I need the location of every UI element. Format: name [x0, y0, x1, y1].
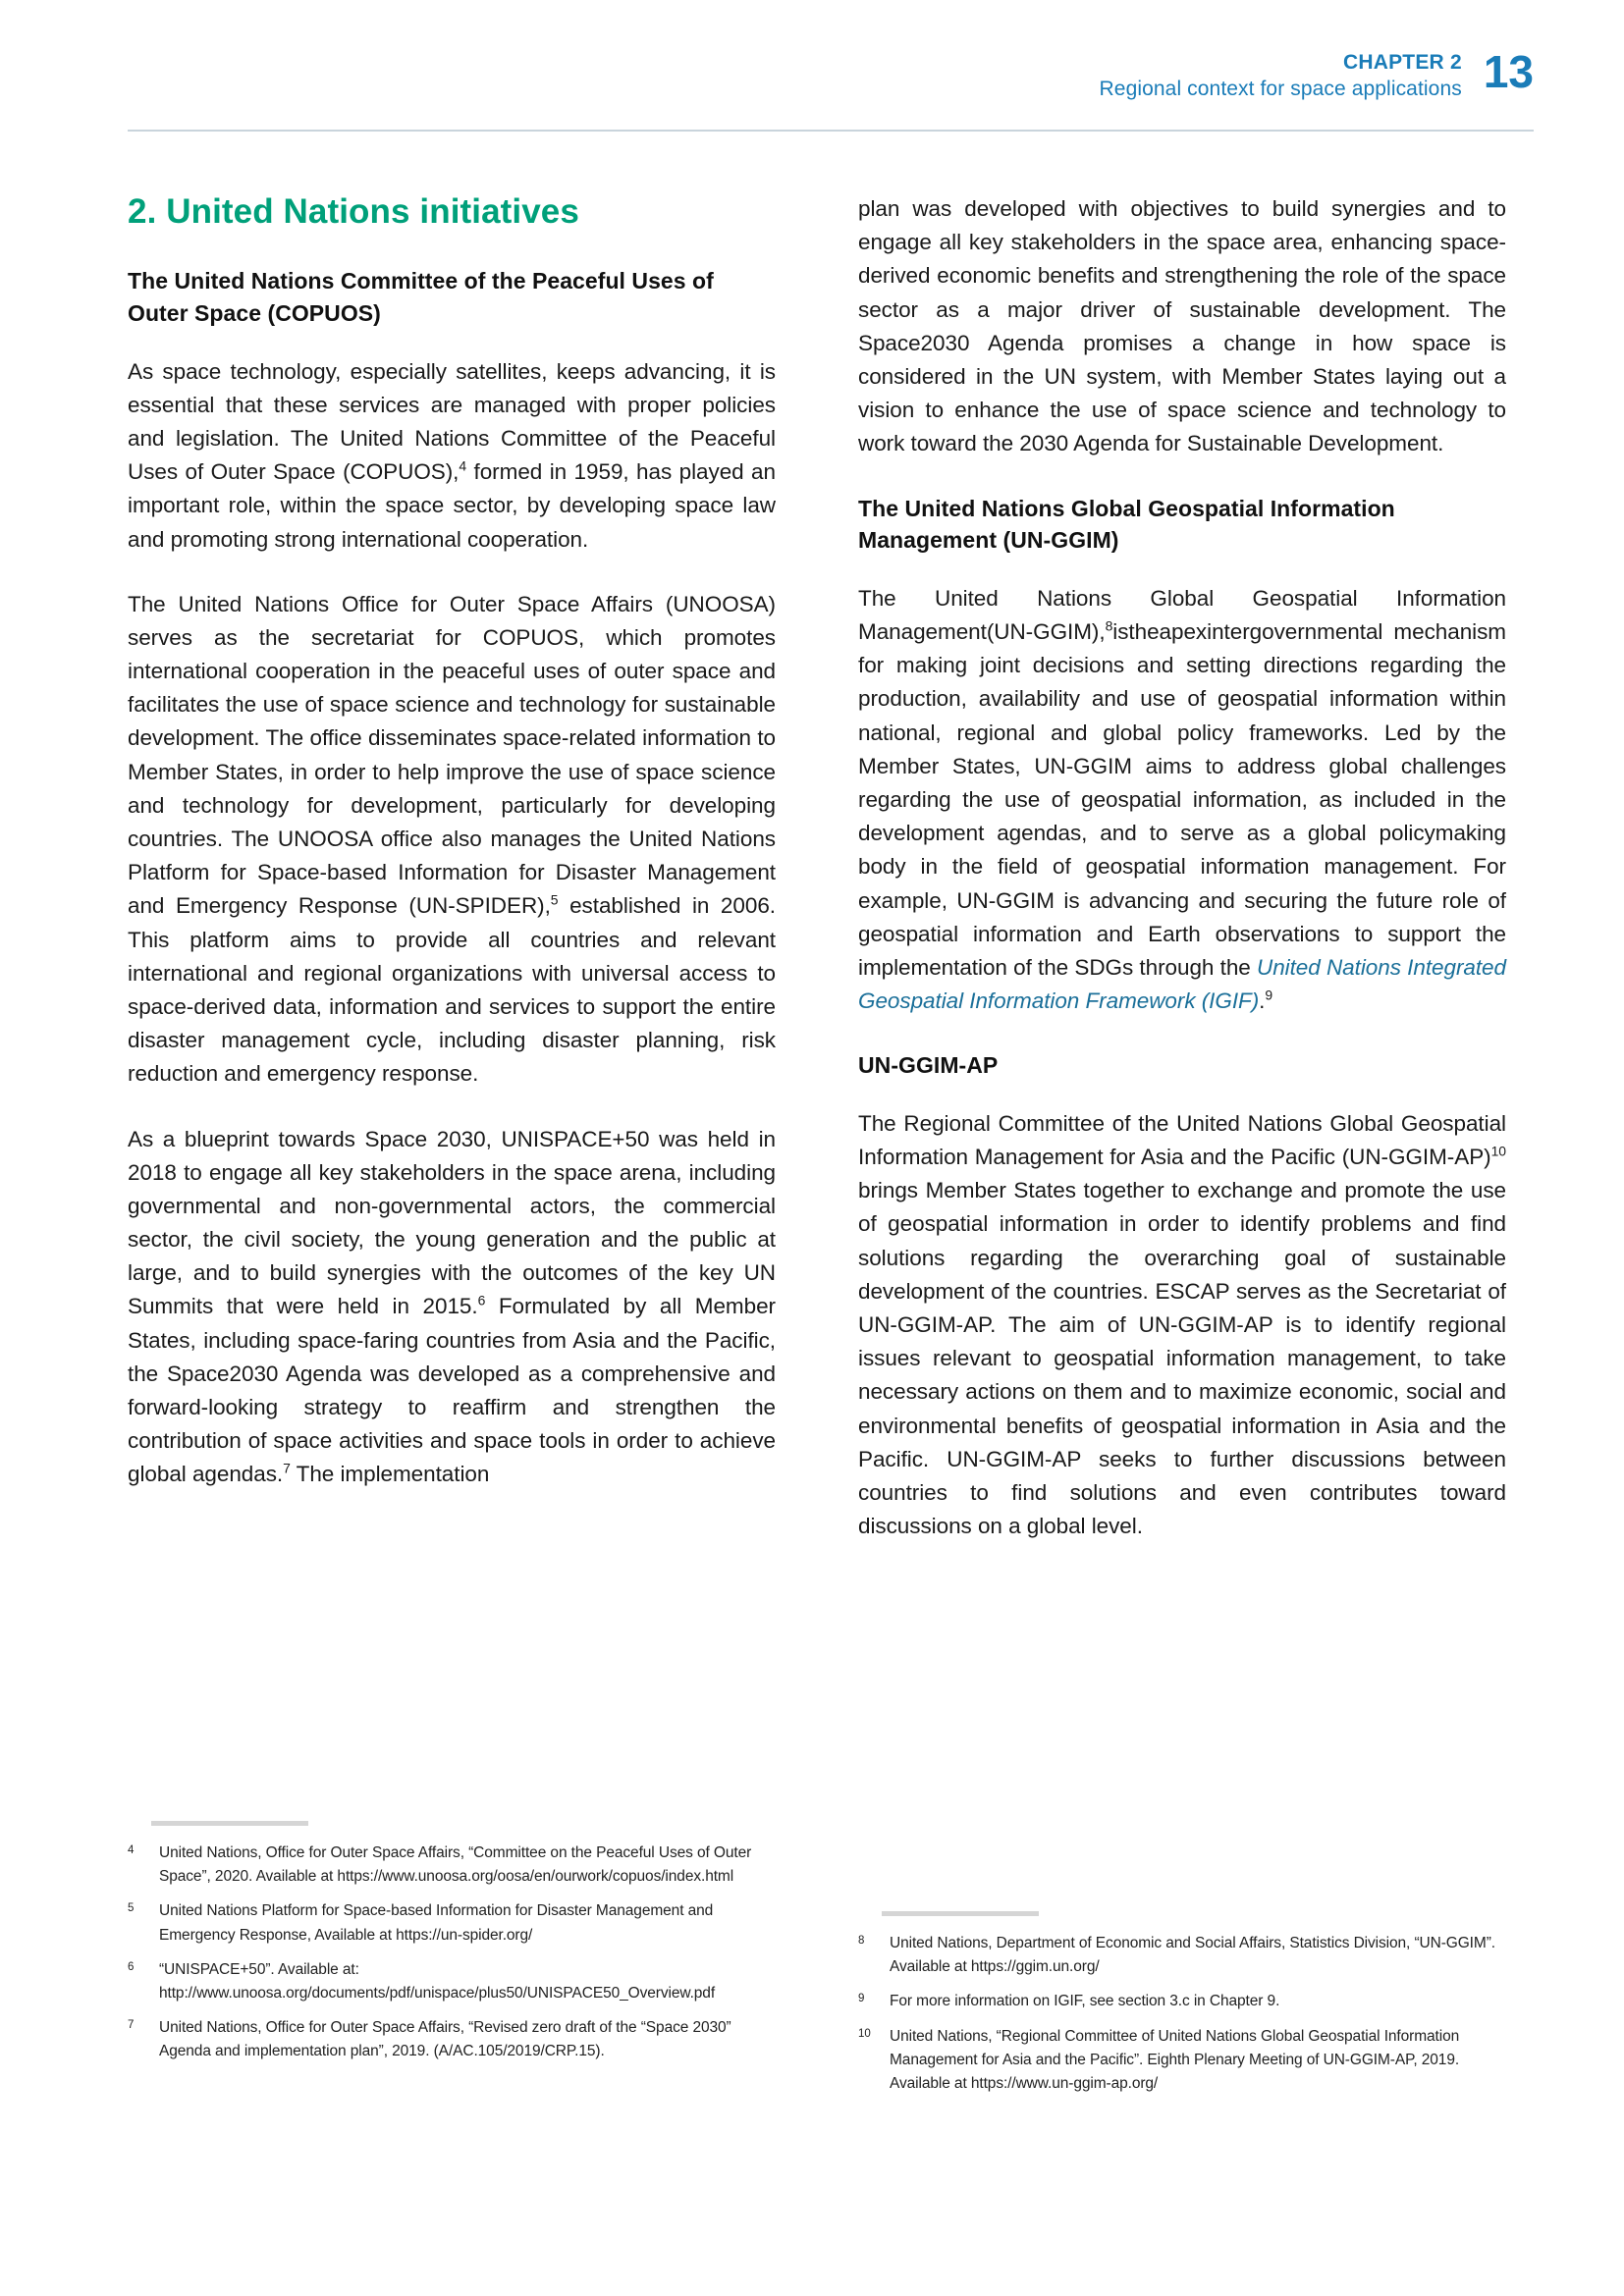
footnote-divider — [882, 1911, 1039, 1916]
footnote-number: 10 — [858, 2027, 871, 2040]
para-text: . — [1259, 988, 1266, 1014]
page-header — [128, 43, 1534, 103]
page-number: 13 — [1483, 46, 1534, 97]
footnote-item — [858, 2025, 1506, 2097]
footnote-item — [128, 1958, 776, 2005]
footnote-text: United Nations Platform for Space-based Information for Disaster Management and Emergency Response, Available at https://un-spider.org/ — [159, 1902, 714, 1944]
two-column-body — [128, 192, 1506, 1543]
para-text: The United Nations Global Geospatial Information Management(UN-GGIM), — [858, 585, 1506, 644]
footnote-ref-8[interactable]: 8 — [1105, 617, 1113, 634]
header-title-block — [1100, 43, 1462, 103]
para-text: established in 2006. This platform aims to provide all countries and relevant international and regional organizations with universal access to space-derived data, information and services to support the entire disaster management cycle, including disaster planning, risk reduction and emergency response. — [128, 893, 776, 1087]
footnote-ref-6[interactable]: 6 — [477, 1292, 486, 1308]
footnote-ref-9[interactable]: 9 — [1265, 987, 1273, 1003]
footnote-text: United Nations, Office for Outer Space Affairs, “Committee on the Peaceful Uses of Outer Space”, 2020. Available at https://www.unoosa.org/oosa/en/ourwork/copuos/index.html — [159, 1844, 752, 1886]
footnote-number: 8 — [858, 1935, 865, 1947]
footnote-ref-10[interactable]: 10 — [1490, 1143, 1506, 1159]
footnote-ref-5[interactable]: 5 — [550, 891, 559, 908]
footnotes-left — [128, 1821, 776, 2074]
section-title: 2. United Nations initiatives — [128, 192, 579, 231]
footnote-text: United Nations, Department of Economic and Social Affairs, Statistics Division, “UN-GGIM”. Available at https://ggim.un.org/ — [890, 1935, 1495, 1976]
footnote-item — [858, 1932, 1506, 1979]
left-column — [128, 192, 776, 1543]
paragraph-space2030-plan: plan was developed with objectives to build synergies and to engage all key stakeholders in the space area, enhancing space-derived economic benefits and strengthening the role of the space sector as a major driver of sustainable development. The Space2030 Agenda promises a change in how space is considered in the UN system, with Member States laying out a vision to enhance the use of space science and technology to work toward the 2030 Agenda for Sustainable Development. — [858, 196, 1506, 456]
igif-framework-title: United Nations Integrated Geospatial Information Framework (IGIF) — [858, 954, 1506, 1014]
paragraph-copuos-intro — [128, 355, 776, 557]
footnote-number: 5 — [128, 1902, 135, 1915]
para-text: The Regional Committee of the United Nations Global Geospatial Information Management for Asia and the Pacific (UN-GGIM-AP) — [858, 1110, 1506, 1170]
para-text: istheapexintergovernmental mechanism for making joint decisions and setting directions regarding the production, availability and use of geospatial information within national, regional and global policy frameworks. Led by the Member States, UN-GGIM aims to address global challenges regarding the use of geospatial information, as included in the development agendas, and to serve as a global policymaking body in the field of geospatial information management. For example, UN-GGIM is advancing and securing the future role of geospatial information and Earth observations to support the implementation of the SDGs through the — [858, 619, 1506, 980]
header-chapter-label: CHAPTER 2 — [1343, 51, 1462, 74]
paragraph-unoosa — [128, 588, 776, 1092]
header-subtitle: Regional context for space applications — [1099, 78, 1462, 101]
footnotes-right — [858, 1911, 1506, 2107]
footnote-text: For more information on IGIF, see section 3.c in Chapter 9. — [890, 1993, 1280, 2010]
para-text: formed in 1959, has played an important role, within the space sector, by developing space law and promoting strong international cooperation. — [128, 459, 776, 552]
para-text: The United Nations Office for Outer Space Affairs (UNOOSA) serves as the secretariat for COPUOS, which promotes international cooperation in the peaceful uses of outer space and facilitates the use of space science and technology for sustainable development. The office disseminates space-related information to Member States, in order to help improve the use of space science and technology for development, particularly for developing countries. The UNOOSA office also manages the United Nations Platform for Space-based Information for Disaster Management and Emergency Response (UN-SPIDER), — [128, 591, 776, 919]
footnote-item — [128, 1842, 776, 1889]
footnote-item — [128, 1899, 776, 1947]
para-text: Formulated by all Member States, including space-faring countries from Asia and the Pacific, the Space2030 Agenda was developed as a comprehensive and forward-looking strategy to reaffirm and strengthen the contribution of space activities and space tools in order to achieve global agendas. — [128, 1294, 776, 1487]
header-divider — [128, 130, 1534, 132]
subheading-copuos: The United Nations Committee of the Peaceful Uses of Outer Space (COPUOS) — [128, 268, 714, 326]
paragraph-unispace50 — [128, 1123, 776, 1492]
footnote-ref-4[interactable]: 4 — [459, 457, 467, 474]
paragraph-unggim-ap — [858, 1107, 1506, 1543]
footnote-number: 7 — [128, 2019, 135, 2032]
footnote-text: “UNISPACE+50”. Available at: http://www.unoosa.org/documents/pdf/unispace/plus50/UNISPACE50_Overview.pdf — [159, 1960, 716, 2002]
footnote-item — [858, 1990, 1506, 2013]
footnote-text: United Nations, “Regional Committee of United Nations Global Geospatial Information Management for Asia and the Pacific”. Eighth Plenary Meeting of UN-GGIM-AP, 2019. Available at https://www.un-ggim-ap.org/ — [890, 2027, 1460, 2092]
para-text: As a blueprint towards Space 2030, UNISPACE+50 was held in 2018 to engage all key stakeholders in the space arena, including governmental and non-governmental actors, the commercial sector, the civil society, the young generation and the public at large, and to build synergies with the outcomes of the key UN Summits that were held in 2015. — [128, 1126, 776, 1319]
footnote-number: 9 — [858, 1993, 865, 2005]
footnote-item — [128, 2016, 776, 2063]
subheading-unggim-ap: UN-GGIM-AP — [858, 1052, 999, 1079]
footnote-number: 4 — [128, 1844, 135, 1856]
para-text: As space technology, especially satellites, keeps advancing, it is essential that these services are managed with proper policies and legislation. The United Nations Committee of the Peaceful Uses of Outer Space (COPUOS), — [128, 358, 776, 485]
para-text: The implementation — [290, 1462, 490, 1487]
right-column — [858, 192, 1506, 1543]
footnote-text: United Nations, Office for Outer Space Affairs, “Revised zero draft of the “Space 2030” Agenda and implementation plan”, 2019. (A/AC.105/2019/CRP.15). — [159, 2019, 731, 2060]
para-text: brings Member States together to exchange and promote the use of geospatial information in order to identify problems and find solutions regarding the overarching goal of sustainable development of the countries. ESCAP serves as the Secretariat of UN-GGIM-AP. The aim of UN-GGIM-AP is to identify regional issues relevant to geospatial information management, to take necessary actions on them and to maximize economic, social and environmental benefits of geospatial information in Asia and the Pacific. UN-GGIM-AP seeks to further discussions between countries to find solutions and even contributes toward discussions on a global level. — [858, 1178, 1506, 1539]
footnote-divider — [151, 1821, 308, 1826]
footnote-ref-7[interactable]: 7 — [283, 1460, 291, 1476]
footnote-number: 6 — [128, 1960, 135, 1973]
paragraph-unggim — [858, 582, 1506, 1018]
subheading-unggim: The United Nations Global Geospatial Information Management (UN-GGIM) — [858, 495, 1395, 554]
